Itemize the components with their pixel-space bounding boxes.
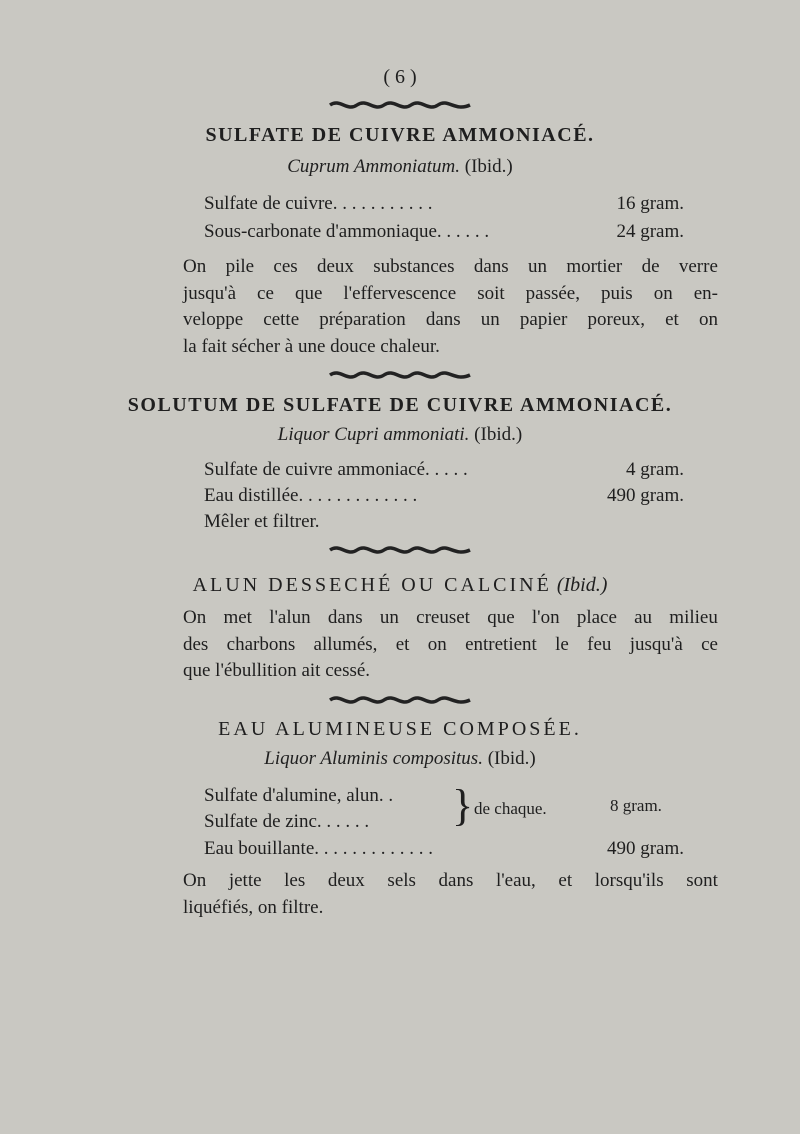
section-title: SULFATE DE CUIVRE AMMONIACÉ. (205, 124, 595, 146)
reference: (Ibid.) (469, 424, 523, 445)
ingredient-row (204, 221, 684, 247)
section-paragraph (183, 868, 718, 921)
ingredient-name: Sulfate de cuivre ammoniacé. . . . . (204, 459, 468, 480)
reference: (Ibid.) (482, 748, 536, 769)
bracket-label: de chaque. (474, 799, 547, 818)
paragraph-line: que l'ébullition ait cessé. (183, 660, 371, 681)
section-title: EAU ALUMINEUSE COMPOSÉE. (218, 718, 582, 740)
title-text: ALUN DESSECHÉ OU CALCINÉ (192, 574, 552, 596)
latin-name: Liquor Aluminis compositus. (264, 748, 483, 769)
paragraph-line: Mêler et filtrer. (204, 511, 320, 532)
paragraph-line: la fait sécher à une douce chaleur. (183, 335, 440, 357)
ingredient-row (204, 785, 454, 811)
ingredient-qty: 490 gram. (606, 485, 684, 506)
section-paragraph (183, 254, 718, 360)
section-paragraph (204, 509, 320, 536)
paragraph-line: On jette les deux sels dans l'eau, et lorsqu'ils sont (183, 870, 718, 891)
paragraph-line: veloppe cette préparation dans un papier poreux, et on (183, 309, 718, 330)
paragraph-line: On pile ces deux substances dans un mortier de verre (183, 256, 718, 277)
section-title (0, 574, 800, 597)
bracket: } (452, 781, 474, 830)
section-title: SOLUTUM DE SULFATE DE CUIVRE AMMONIACÉ. (127, 394, 673, 416)
ingredient-row (204, 459, 684, 485)
section-paragraph (183, 605, 718, 685)
paragraph-line: jusqu'à ce que l'effervescence soit passée, puis on en- (183, 282, 718, 304)
paragraph-line: liquéfiés, on filtre. (183, 896, 324, 918)
ingredient-row (204, 485, 684, 511)
ornament-divider (0, 693, 800, 707)
paragraph-line: des charbons allumés, et on entretient le feu jusqu'à ce (183, 633, 718, 655)
ingredient-row (204, 838, 684, 864)
ornament-divider (0, 98, 800, 112)
ornament-divider (0, 543, 800, 557)
ingredient-name: Eau bouillante. . . . . . . . . . . . . (204, 838, 434, 859)
section-subtitle (0, 156, 800, 178)
ingredient-name: Sulfate de zinc. . . . . . (204, 811, 370, 832)
ingredient-name: Sulfate d'alumine, alun. . (204, 785, 394, 806)
latin-name: Liquor Cupri ammoniati. (277, 424, 470, 445)
section-subtitle (0, 424, 800, 446)
page-number: ( 6 ) (383, 66, 417, 88)
bracket-qty: 8 gram. (610, 796, 662, 815)
reference: (Ibid.) (551, 574, 608, 596)
ingredient-name: Eau distillée. . . . . . . . . . . . . (204, 485, 418, 506)
ingredient-row (204, 811, 454, 837)
ingredient-name: Sous-carbonate d'ammoniaque. . . . . . (204, 221, 490, 242)
ingredient-row (204, 193, 684, 219)
ingredient-qty: 24 gram. (616, 221, 684, 242)
latin-name: Cuprum Ammoniatum. (287, 156, 460, 177)
ornament-divider (0, 368, 800, 382)
ingredient-qty: 16 gram. (616, 193, 684, 214)
ingredient-name: Sulfate de cuivre. . . . . . . . . . . (204, 193, 433, 214)
section-subtitle (0, 748, 800, 770)
reference: (Ibid.) (460, 156, 513, 177)
ingredient-qty: 4 gram. (625, 459, 684, 480)
ingredient-qty: 490 gram. (606, 838, 684, 859)
paragraph-line: On met l'alun dans un creuset que l'on place au milieu (183, 607, 718, 628)
